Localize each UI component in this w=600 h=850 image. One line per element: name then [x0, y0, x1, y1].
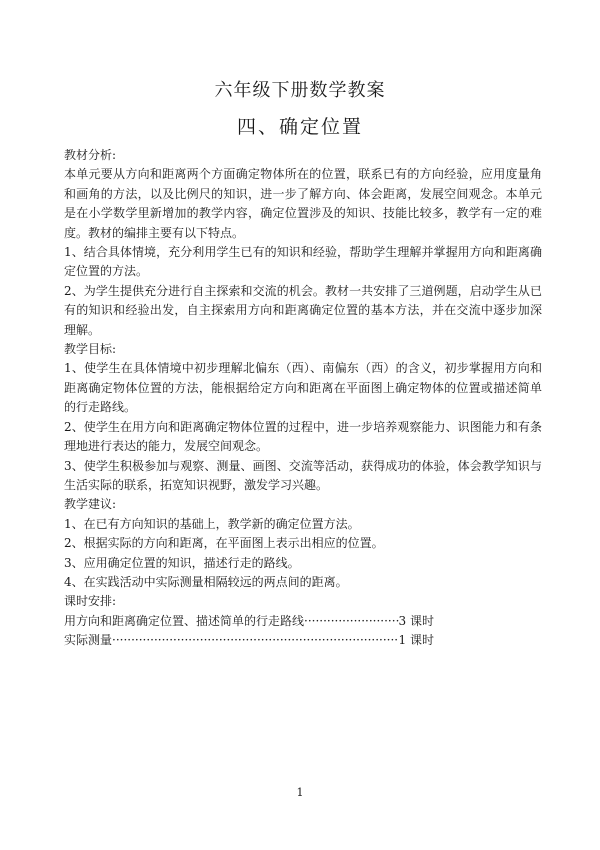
dot-leader [304, 612, 399, 631]
schedule-row [64, 631, 434, 650]
objective-item: 2、使学生在用方向和距离确定物体位置的过程中，进一步培养观察能力、识图能力和有条理地进行表达的能力，发展空间观念。 [64, 419, 542, 454]
schedule-heading: 课时安排: [64, 594, 117, 609]
page-number: 1 [296, 786, 304, 799]
schedule-row-label: 实际测量 [64, 633, 113, 648]
document-title: 六年级下册数学教案 [214, 80, 386, 101]
schedule-row-hours: 3 课时 [398, 613, 434, 628]
suggestion-item: 3、应用确定位置的知识，描述行走的路线。 [64, 555, 300, 570]
suggestion-item: 1、在已有方向知识的基础上，教学新的确定位置方法。 [64, 516, 360, 531]
suggestion-item: 2、根据实际的方向和距离，在平面图上表示出相应的位置。 [64, 536, 384, 551]
document-body [64, 146, 542, 651]
objectives-heading: 教学目标: [64, 342, 117, 357]
schedule-row-hours: 1 课时 [398, 633, 434, 648]
schedule-row [64, 612, 434, 631]
objective-item: 1、使学生在具体情境中初步理解北偏东（西）、南偏东（西）的含义，初步掌握用方向和距离确定物体位置的方法，能根据给定方向和距离在平面图上确定物体的位置或描述简单的行走路线。 [64, 361, 542, 415]
schedule-row-label: 用方向和距离确定位置、描述简单的行走路线 [64, 613, 305, 628]
analysis-point: 1、结合具体情境，充分利用学生已有的知识和经验，帮助学生理解并掌握用方向和距离确定位置的方法。 [64, 245, 542, 279]
suggestions-heading: 教学建议: [64, 497, 117, 512]
analysis-point: 2、为学生提供充分进行自主探索和交流的机会。教材一共安排了三道例题，启动学生从已有的知识和经验出发，自主探索用方向和距离确定位置的基本方法，并在交流中逐步加深理解。 [64, 283, 542, 337]
suggestion-item: 4、在实践活动中实际测量相隔较远的两点间的距离。 [64, 574, 348, 589]
dot-leader [112, 631, 399, 650]
unit-title: 四、确定位置 [236, 116, 363, 138]
analysis-heading: 教材分析: [64, 148, 117, 162]
analysis-intro: 本单元要从方向和距离两个方面确定物体所在的位置，联系已有的方向经验，应用度量角和画角的方法，以及比例尺的知识，进一步了解方向、体会距离，发展空间观念。本单元是在小学数学里新增加的教学内容，确定位置涉及的知识、技能比较多，教学有一定的难度。教材的编排主要有以下特点。 [64, 167, 542, 240]
objective-item: 3、使学生积极参加与观察、测量、画图、交流等活动，获得成功的体验，体会教学知识与生活实际的联系，拓宽知识视野，激发学习兴趣。 [64, 458, 542, 492]
